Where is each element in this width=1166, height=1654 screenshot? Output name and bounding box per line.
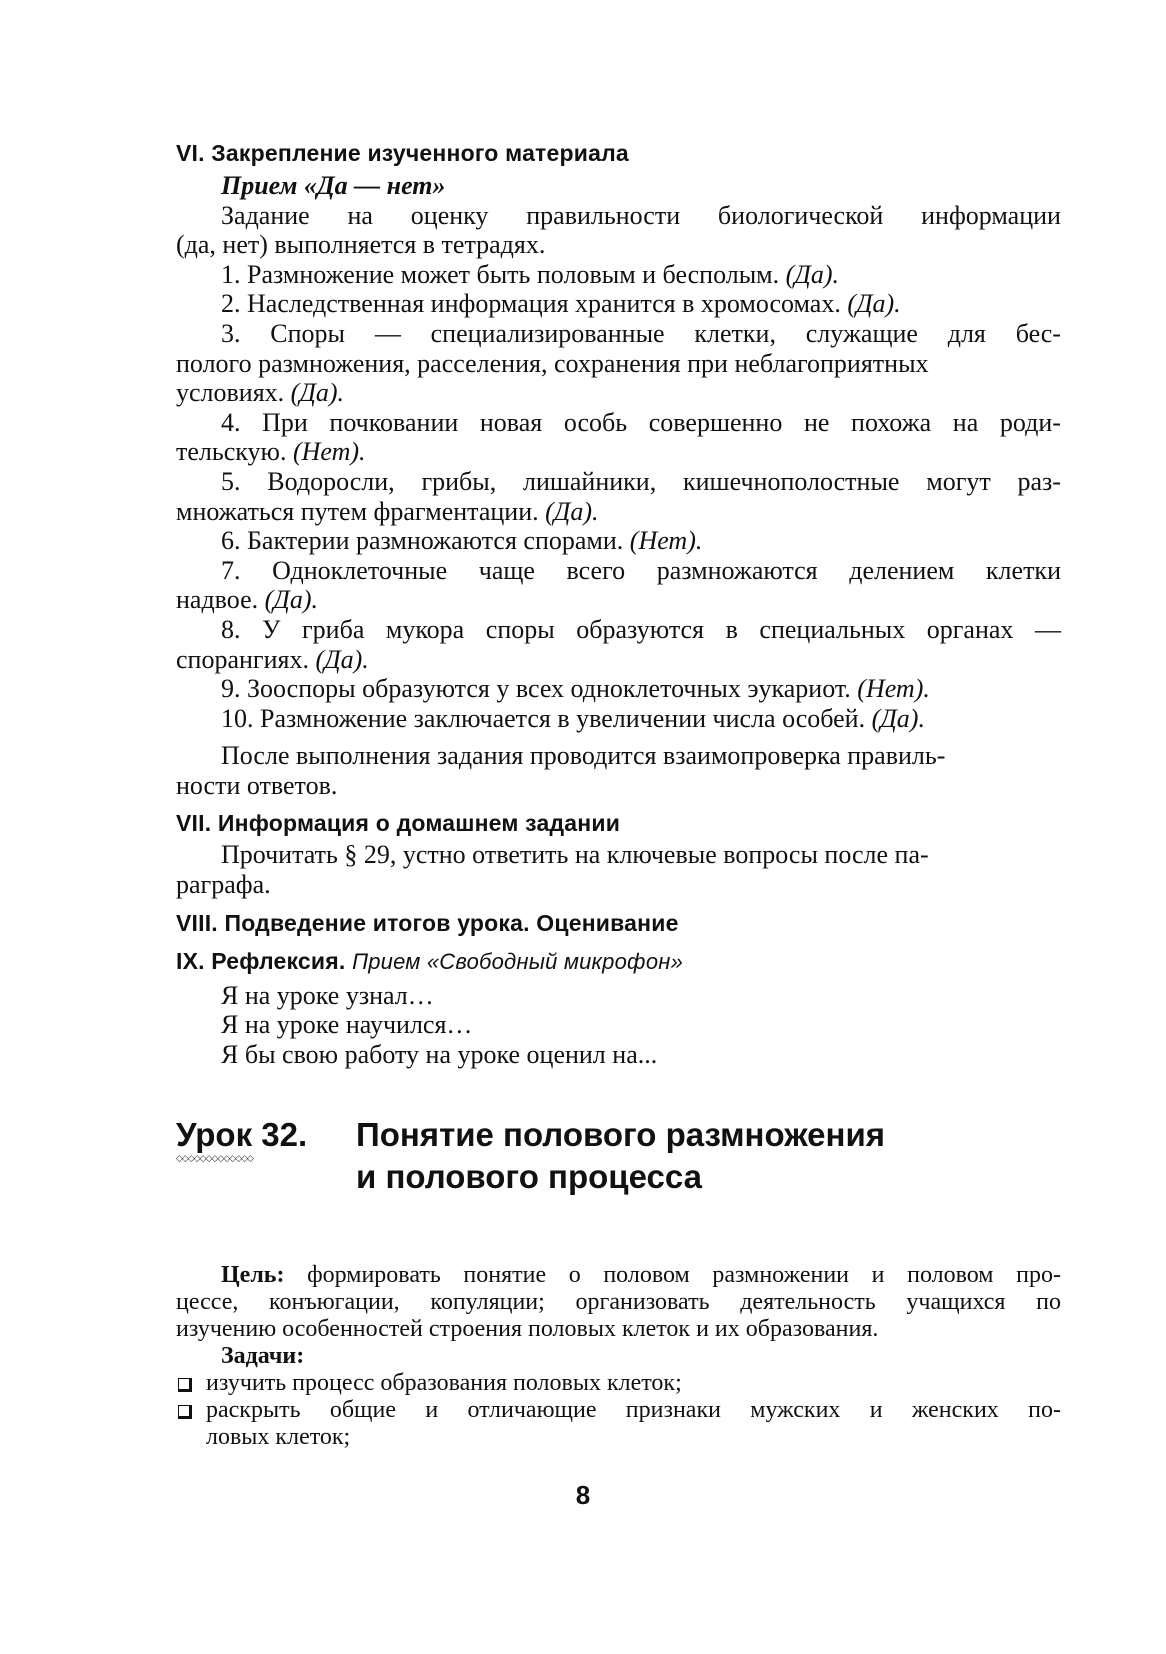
word: формировать — [307, 1262, 441, 1288]
item-4-line-1 — [176, 408, 1061, 438]
word: в — [725, 614, 738, 644]
checkbox-bullet-icon — [176, 1397, 206, 1424]
homework-line-2: раграфа. — [176, 870, 271, 900]
word: У — [262, 614, 281, 644]
page-body — [176, 138, 1061, 1069]
intro-line-2: (да, нет) выполняется в тетрадях. — [176, 230, 546, 260]
word: споры — [485, 614, 555, 644]
word: деятельность — [740, 1289, 876, 1315]
word: могут — [926, 466, 991, 496]
word: Одноклеточные — [272, 555, 448, 585]
checkbox-bullet-icon — [176, 1370, 206, 1397]
word: мукора — [385, 614, 465, 644]
answer: (Да). — [264, 585, 318, 615]
word: 3. — [221, 318, 241, 348]
word: размножении — [712, 1262, 850, 1288]
goal-line-3: изучению особенностей строения половых клеток и их образования. — [176, 1316, 879, 1342]
word: на — [952, 407, 979, 437]
after-line-1: После выполнения задания проводится взаимопроверка правиль- — [221, 741, 946, 771]
page-number: 8 — [575, 1480, 591, 1510]
reflection-line-1: Я на уроке узнал… — [221, 980, 434, 1010]
intro-line-1 — [176, 201, 1061, 231]
reflection-line-2: Я на уроке научился… — [221, 1010, 473, 1040]
technique-title: Прием «Да — нет» — [221, 171, 446, 200]
word: цессе, — [176, 1289, 239, 1315]
item-3-line-2: полого размножения, расселения, сохранения при неблагоприятных — [176, 348, 929, 378]
goal-line-2 — [176, 1289, 1061, 1316]
word: гриба — [302, 614, 365, 644]
goal-line-1 — [176, 1262, 1061, 1289]
lesson-title-line-2: и полового процесса — [356, 1158, 702, 1195]
word: похожа — [851, 407, 932, 437]
answer: (Да). — [545, 496, 599, 526]
word: и — [869, 1397, 883, 1423]
word: грибы, — [421, 466, 497, 496]
item-3-line-1 — [176, 319, 1061, 349]
item-6: 6. Бактерии размножаются спорами. (Нет). — [221, 526, 703, 556]
task-item-1: изучить процесс образования половых клеток; — [176, 1370, 1061, 1397]
word: Задание — [221, 200, 310, 230]
item-7-line-1 — [176, 556, 1061, 586]
answer: (Да). — [871, 703, 925, 733]
word: служащие — [805, 318, 918, 348]
word: половом — [603, 1262, 690, 1288]
answer: (Нет). — [857, 674, 930, 704]
word: кишечнополостные — [683, 466, 900, 496]
lesson-goal — [176, 1262, 1061, 1451]
word: Споры — [270, 318, 346, 348]
lesson-title-line-1: Понятие полового размножения — [356, 1116, 885, 1153]
answer: (Да). — [785, 259, 839, 289]
item-10: 10. Размножение заключается в увеличении числа особей. (Да). — [221, 703, 925, 733]
word: копуляции; — [430, 1289, 545, 1315]
task-item-2-line-2: ловых клеток; — [206, 1424, 351, 1450]
word: признаки — [625, 1397, 721, 1423]
word: биологической — [717, 200, 884, 230]
answer: (Нет). — [629, 526, 703, 556]
word: всего — [566, 555, 626, 585]
section-heading-8: VIII. Подведение итогов урока. Оценивание — [176, 909, 679, 936]
word: лишайники, — [522, 466, 657, 496]
word: почковании — [329, 407, 459, 437]
lesson-title-block — [176, 1114, 1061, 1198]
word: общие — [329, 1397, 397, 1423]
section-heading-9: IX. Рефлексия. Прием «Свободный микрофон» — [176, 947, 684, 974]
word: информации — [921, 200, 1061, 230]
word: При — [262, 407, 308, 437]
lesson-number: Урок 32. — [176, 1116, 308, 1153]
word: про- — [1016, 1262, 1061, 1288]
diamond-ornament-icon: ◇◇◇◇◇◇◇◇◇◇◇◇◇ — [176, 1154, 253, 1164]
answer: (Нет). — [292, 437, 366, 467]
word: правильности — [526, 200, 681, 230]
word: Водоросли, — [267, 466, 395, 496]
word: по- — [1028, 1397, 1061, 1423]
answer: (Да). — [315, 644, 369, 674]
word: на — [347, 200, 373, 230]
word: образуются — [576, 614, 705, 644]
word: мужских — [750, 1397, 841, 1423]
item-7-line-2: надвое. (Да). — [176, 585, 318, 615]
item-8-line-1 — [176, 615, 1061, 645]
word: по — [1036, 1289, 1061, 1315]
item-2: 2. Наследственная информация хранится в хромосомах. (Да). — [221, 289, 901, 319]
reflection-line-3: Я бы свою работу на уроке оценил на... — [221, 1039, 658, 1069]
word: конъюгации, — [269, 1289, 400, 1315]
word: организовать — [575, 1289, 710, 1315]
word: понятие — [463, 1262, 547, 1288]
homework-line-1: Прочитать § 29, устно ответить на ключевые вопросы после па- — [221, 840, 929, 870]
task-item-2 — [176, 1397, 1061, 1424]
word: специальных — [759, 614, 906, 644]
word: особь — [563, 407, 628, 437]
word: бес- — [1015, 318, 1061, 348]
item-3-line-3: условиях. (Да). — [176, 378, 345, 408]
word: — — [374, 318, 401, 348]
section-heading-6: VI. Закрепление изученного материала — [176, 140, 629, 166]
word: 7. — [221, 555, 241, 585]
word: новая — [479, 407, 543, 437]
word: клетки, — [694, 318, 776, 348]
word: 8. — [221, 614, 241, 644]
word: учащихся — [906, 1289, 1006, 1315]
word: отличающие — [467, 1397, 597, 1423]
word: оценку — [410, 200, 489, 230]
section-heading-7: VII. Информация о домашнем задании — [176, 810, 621, 837]
word: — — [1034, 614, 1061, 644]
word: органах — [926, 614, 1014, 644]
word: женских — [911, 1397, 999, 1423]
word: раскрыть — [206, 1397, 301, 1423]
word: размножаются — [656, 555, 818, 585]
word: делением — [849, 555, 955, 585]
item-4-line-2: тельскую. (Нет). — [176, 437, 366, 467]
word: совершенно — [648, 407, 783, 437]
item-8-line-2: спорангиях. (Да). — [176, 644, 369, 674]
word: раз- — [1017, 466, 1061, 496]
item-1: 1. Размножение может быть половым и бесполым. (Да). — [221, 259, 839, 289]
word: и — [425, 1397, 439, 1423]
item-9: 9. Зооспоры образуются у всех одноклеточных эукариот. (Нет). — [221, 674, 930, 704]
item-5-line-2: множаться путем фрагментации. (Да). — [176, 496, 599, 526]
word: и — [871, 1262, 885, 1288]
item-5-line-1 — [176, 467, 1061, 497]
word: половом — [907, 1262, 994, 1288]
answer: (Да). — [290, 378, 345, 408]
word: 5. — [221, 466, 241, 496]
word: о — [568, 1262, 581, 1288]
reflection-technique: Прием «Свободный микрофон» — [352, 948, 684, 974]
word: не — [803, 407, 830, 437]
answer: (Да). — [847, 289, 901, 319]
word: чаще — [478, 555, 535, 585]
word: клетки — [985, 555, 1061, 585]
tasks-label: Задачи: — [221, 1343, 305, 1369]
word: для — [947, 318, 986, 348]
word: 4. — [221, 407, 241, 437]
word: роди- — [999, 407, 1061, 437]
word: специализированные — [430, 318, 665, 348]
goal-label: Цель: — [221, 1262, 285, 1288]
after-line-2: ности ответов. — [176, 770, 338, 800]
